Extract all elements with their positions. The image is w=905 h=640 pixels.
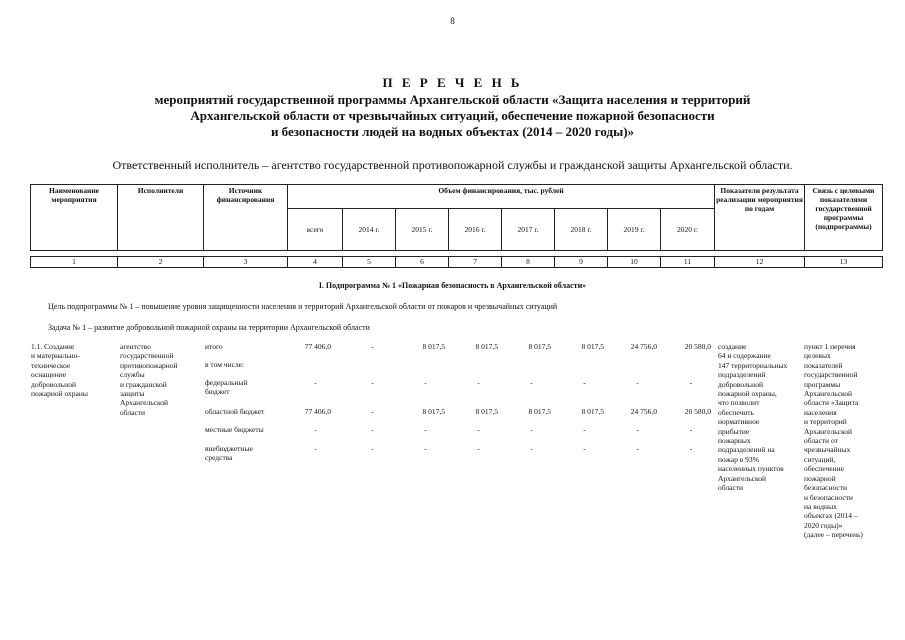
value-extrabudget-2019: - [636,444,639,453]
subtitle-line: и безопасности людей на водных объектах (2014 – 2020 годы)» [270,124,635,139]
indicator-line: подразделений [718,370,766,380]
link-line: государственной [804,370,858,380]
column-number: 10 [608,257,661,268]
source-label-extrabudget [205,444,289,463]
value-local-all: - [314,425,317,434]
indicator-line: прибытие [718,426,750,436]
measure-name-line: техническое [31,360,71,370]
link-line: и безопасности [804,492,853,502]
value-local-2017: - [530,425,533,434]
link-line: и территорий [804,417,847,427]
value-local-2020: - [689,425,693,434]
indicator-line: обеспечить [718,407,754,417]
header-link: Связь с целевыми показателями государственной программы (подпрограммы) [805,185,883,251]
link-line: безопасности [804,483,848,493]
value-extrabudget-2015: - [424,444,427,453]
value-regional-2020: 20 580,0 [684,407,711,416]
value-extrabudget-2020: - [689,444,693,453]
indicator-line: Архангельской [718,473,766,483]
header-subcol: 2017 г. [502,209,555,251]
source-label-line: федеральный [205,378,248,387]
value-extrabudget-2014: - [371,444,374,453]
value-total-2016: 8 017,5 [475,342,498,351]
section-title: I. Подпрограмма № 1 «Пожарная безопасность в Архангельской области» [318,281,587,290]
indicator-line: области [718,483,744,493]
executor-line: агентство [120,342,151,351]
value-federal-all: - [314,378,317,387]
link-line: Архангельской [804,426,852,436]
value-local-2016: - [477,425,480,434]
measure-name-line: оснащение [31,370,67,380]
value-regional-2014: - [371,407,374,416]
source-label-line: бюджет [205,387,230,397]
header-subcol: 2014 г. [343,209,396,251]
column-number: 9 [555,257,608,268]
link-line: показателей [804,360,843,370]
link-line: объектах (2014 – [804,511,858,521]
measure-name [31,342,117,398]
header-indicators: Показатели результата реализации мероприятия по годам [715,185,805,251]
value-regional-2017: 8 017,5 [528,407,551,416]
indicator-line: пожар в 93% [718,454,759,464]
value-federal-2014: - [371,378,374,387]
value-federal-2015: - [424,378,427,387]
measure-name-line: и материально- [31,351,80,361]
link-line: Архангельской [804,389,852,399]
header-volume: Объем финансирования, тыс. рублей [288,185,715,209]
indicator-line: населенных пунктов [718,464,784,474]
link-line: 2020 годы)» [804,520,843,530]
value-extrabudget-2018: - [583,444,586,453]
link-line: пункт 1 перечня [804,342,856,351]
header-executors: Исполнители [118,185,204,251]
column-number: 11 [661,257,715,268]
value-total-2019: 24 756,0 [630,342,657,351]
value-total-all: 77 406,0 [304,342,331,351]
value-total-2014: - [371,342,374,351]
source-label-line: средства [205,453,233,463]
subprogram-task: Задача № 1 – развитие добровольной пожарной охраны на территории Архангельской области [48,323,370,332]
value-local-2019: - [636,425,639,434]
value-extrabudget-2017: - [530,444,533,453]
value-local-2018: - [583,425,586,434]
responsible-executor: Ответственный исполнитель – агентство государственной противопожарной службы и гражданской защиты Архангельской области. [112,158,793,172]
value-regional-all: 77 406,0 [304,407,331,416]
source-label-total: итого [205,342,223,351]
column-number: 4 [288,257,343,268]
value-federal-2020: - [689,378,693,387]
executor-line: противопожарной [120,360,178,370]
table-header [30,184,883,251]
column-number: 12 [715,257,805,268]
link-line: области от [804,436,838,446]
column-number: 7 [449,257,502,268]
measure-link [804,342,884,540]
measure-name-line: 1.1. Создание [31,342,75,351]
value-local-2015: - [424,425,427,434]
link-line: целевых [804,351,831,361]
link-line: (далее – перечень) [804,530,863,540]
column-number: 5 [343,257,396,268]
indicator-line: нормативное [718,417,760,427]
header-subcol: 2018 г. [555,209,608,251]
link-line: области «Защита [804,398,859,408]
indicator-line: 64 и содержание [718,351,771,361]
column-number: 6 [396,257,449,268]
column-number: 13 [805,257,883,268]
indicator-line: подразделений на [718,445,775,455]
column-number: 3 [204,257,288,268]
executor-line: службы [120,370,145,380]
executor-line: Архангельской [120,398,168,408]
document-title: П Е Р Е Ч Е Н Ь [382,75,523,90]
indicator-line: пожарных [718,436,751,446]
column-number: 8 [502,257,555,268]
value-regional-2016: 8 017,5 [475,407,498,416]
link-line: на водных [804,501,837,511]
measure-executor [120,342,206,417]
header-subcol: 2016 г. [449,209,502,251]
value-regional-2015: 8 017,5 [422,407,445,416]
source-label-line: внебюджетные [205,444,253,453]
executor-line: области [120,407,146,417]
header-source: Источник финансирования [204,185,288,251]
indicator-line: что позволит [718,398,760,408]
column-number: 2 [118,257,204,268]
header-subcol: 2020 г. [661,209,715,251]
link-line: обеспечение [804,464,844,474]
header-subcol: 2015 г. [396,209,449,251]
value-federal-2017: - [530,378,533,387]
subprogram-goal: Цель подпрограммы № 1 – повышение уровня защищенности населения и территорий Архангельской области от пожаров и чрезвычайных ситуаций [48,302,558,311]
measure-name-line: пожарной охраны [31,389,88,399]
indicator-line: 147 территориальных [718,360,788,370]
page-number: 8 [450,16,455,26]
document-subtitle [60,92,845,140]
value-extrabudget-2016: - [477,444,480,453]
header-subcol: 2019 г. [608,209,661,251]
link-line: чрезвычайных [804,445,851,455]
link-line: программы [804,379,841,389]
column-numbers-row [30,256,883,268]
value-total-2015: 8 017,5 [422,342,445,351]
executor-line: защиты [120,389,145,399]
value-local-2014: - [371,425,374,434]
value-total-2017: 8 017,5 [528,342,551,351]
value-federal-2016: - [477,378,480,387]
executor-line: государственной [120,351,174,361]
value-regional-2018: 8 017,5 [581,407,604,416]
subtitle-line: Архангельской области от чрезвычайных ситуаций, обеспечение пожарной безопасности [190,108,715,123]
link-line: ситуаций, [804,454,836,464]
executor-line: и гражданской [120,379,167,389]
source-label-local: местные бюджеты [205,425,264,434]
measure-name-line: добровольной [31,379,76,389]
value-total-2018: 8 017,5 [581,342,604,351]
header-subcol: всего [288,209,343,251]
measure-indicators [718,342,808,493]
subtitle-line: мероприятий государственной программы Архангельской области «Защита населения и территорий [154,92,751,107]
link-line: пожарной [804,473,836,483]
value-regional-2019: 24 756,0 [630,407,657,416]
value-federal-2018: - [583,378,586,387]
source-label-including: в том числе: [205,360,245,369]
column-number: 1 [31,257,118,268]
indicator-line: пожарной охраны, [718,389,777,399]
indicator-line: добровольной [718,379,763,389]
indicator-line: создание [718,342,747,351]
value-federal-2019: - [636,378,639,387]
value-extrabudget-all: - [314,444,317,453]
header-name: Наименование мероприятия [31,185,118,251]
source-label-regional: областной бюджет [205,407,265,416]
link-line: населения [804,407,837,417]
source-label-federal [205,378,289,397]
value-total-2020: 20 580,0 [684,342,711,351]
